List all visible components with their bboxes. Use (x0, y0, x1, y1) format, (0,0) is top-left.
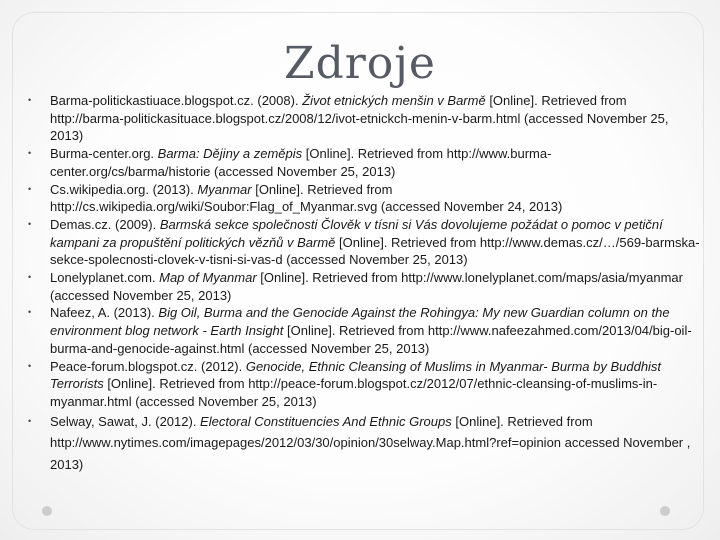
reference-item (22, 181, 702, 216)
reference-source: Nafeez, A. (2013). (50, 305, 159, 321)
corner-dot-icon (660, 506, 670, 516)
reference-title: Myanmar (197, 181, 252, 197)
bullet-icon: • (28, 95, 32, 105)
reference-details: [Online]. Retrieved from http://www.nytimes.com/imagepages/2012/03/30/opinion/30selway.Map.html?ref=opinion accessed November , 2013) (50, 413, 691, 472)
reference-title: Big Oil, Burma and the Genocide Against the Rohingya: My new Guardian column on the environment blog network - Earth Insight (50, 305, 670, 339)
reference-details: [Online]. Retrieved from http://www.burma-center.org/cs/barma/historie (accessed November 25, 2013) (50, 146, 552, 179)
reference-details: [Online]. Retrieved from http://www.nafeezahmed.com/2013/04/big-oil-burma-and-genocide-against.html (accessed November 25, 2013) (50, 323, 692, 356)
reference-source: Cs.wikipedia.org. (2013). (50, 181, 198, 197)
reference-details: [Online]. Retrieved from http://peace-forum.blogspot.cz/2012/07/ethnic-cleansing-of-muslims-in-myanmar.html (accessed November 25, 2013) (50, 376, 658, 409)
reference-details: [Online]. Retrieved from http://www.demas.cz/…/569-barmska-sekce-spolecnosti-clovek-v-tisni-si-vas-d (accessed November 25, 2013) (50, 234, 700, 268)
reference-title: Map of Myanmar (159, 270, 257, 286)
bullet-icon: • (28, 307, 32, 318)
bullet-icon: • (28, 360, 32, 371)
reference-source: Peace-forum.blogspot.cz. (2012). (50, 358, 246, 374)
bullet-icon: • (28, 218, 32, 229)
reference-item (22, 358, 702, 411)
slide-title: Zdroje (284, 38, 436, 89)
bullet-icon: • (28, 415, 32, 426)
reference-title: Barmská sekce společnosti Člověk v tísni si Vás dovolujeme požádat o pomoc v petiční kampani za propuštění politických vězňů v Barmě (50, 216, 663, 250)
bullet-icon: • (28, 148, 32, 159)
reference-item (22, 92, 702, 145)
reference-item (22, 411, 702, 476)
reference-item (22, 269, 702, 304)
reference-title: Život etnických menšin v Barmě (302, 93, 486, 108)
reference-details: [Online]. Retrieved from http://www.lonelyplanet.com/maps/asia/myanmar (accessed November 25, 2013) (50, 270, 683, 303)
reference-source: Burma-center.org. (50, 146, 158, 162)
reference-source: Demas.cz. (2009). (50, 216, 160, 232)
reference-source: Lonelyplanet.com. (50, 270, 160, 286)
bullet-icon: • (28, 183, 32, 194)
reference-item (22, 145, 702, 180)
reference-item (22, 304, 702, 357)
reference-details: [Online]. Retrieved from http://barma-politickasituace.blogspot.cz/2008/12/ivot-etnickch-menin-v-barm.html (accessed November 25, 2013) (50, 93, 669, 144)
reference-item (22, 216, 702, 269)
reference-title: Genocide, Ethnic Cleansing of Muslims in Myanmar- Burma by Buddhist Terrorists (50, 358, 662, 392)
reference-title: Electoral Constituencies And Ethnic Groups (200, 413, 452, 429)
reference-title: Barma: Dějiny a zeměpis (157, 146, 303, 162)
reference-details: [Online]. Retrieved from http://cs.wikipedia.org/wiki/Soubor:Flag_of_Myanmar.svg (accessed November 24, 2013) (50, 181, 563, 215)
corner-dot-icon (42, 506, 52, 516)
reference-list (22, 92, 702, 475)
bullet-icon: • (28, 272, 32, 283)
reference-source: Selway, Sawat, J. (2012). (50, 413, 201, 429)
reference-source: Barma-politickastiuace.blogspot.cz. (2008). (50, 93, 303, 108)
